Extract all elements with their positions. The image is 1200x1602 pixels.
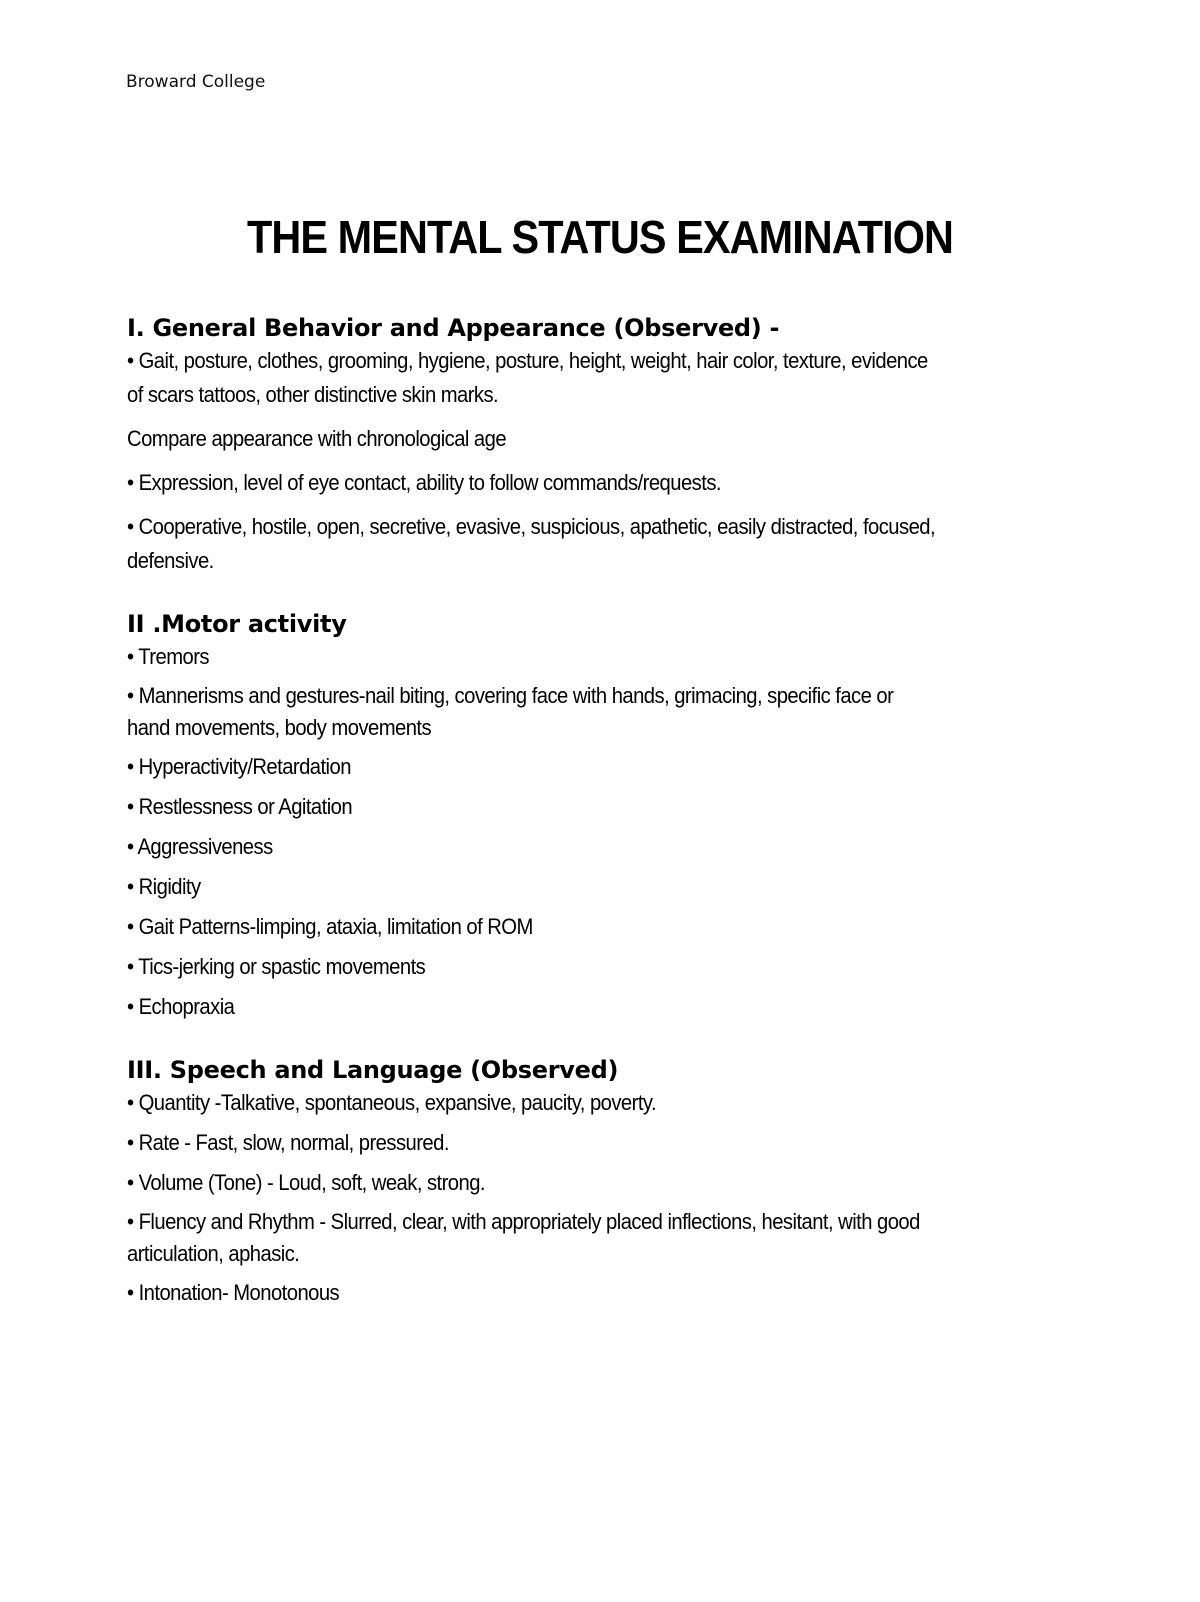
body-line: defensive.	[127, 548, 214, 573]
bullet-item: • Hyperactivity/Retardation	[127, 754, 351, 779]
bullet-item: • Rigidity	[127, 874, 201, 899]
body-line: Compare appearance with chronological age	[127, 426, 507, 451]
bullet-item: • Quantity -Talkative, spontaneous, expansive, paucity, poverty.	[127, 1090, 657, 1115]
bullet-item: • Cooperative, hostile, open, secretive, evasive, suspicious, apathetic, easily distracted, focused,	[127, 514, 936, 539]
bullet-item: • Aggressiveness	[127, 834, 273, 859]
bullet-item: • Gait Patterns-limping, ataxia, limitation of ROM	[127, 914, 533, 939]
bullet-item: • Rate - Fast, slow, normal, pressured.	[127, 1130, 449, 1155]
section-heading: I. General Behavior and Appearance (Observed) -	[127, 314, 780, 342]
bullet-item: • Tremors	[127, 644, 209, 669]
bullet-item: • Mannerisms and gestures-nail biting, covering face with hands, grimacing, specific face or	[127, 683, 894, 708]
section-general-behavior	[127, 312, 1087, 578]
bullet-item: • Expression, level of eye contact, ability to follow commands/requests.	[127, 470, 721, 495]
bullet-item: • Echopraxia	[127, 994, 235, 1019]
body-line: of scars tattoos, other distinctive skin marks.	[127, 382, 499, 407]
bullet-item: • Tics-jerking or spastic movements	[127, 954, 426, 979]
body-line: • Gait, posture, clothes, grooming, hygiene, posture, height, weight, hair color, texture, evidence	[127, 348, 928, 373]
page-title: THE MENTAL STATUS EXAMINATION	[246, 211, 954, 263]
header-org: Broward College	[126, 72, 266, 92]
body-line: hand movements, body movements	[127, 715, 432, 740]
body-line: articulation, aphasic.	[127, 1241, 300, 1266]
section-heading: III. Speech and Language (Observed)	[127, 1056, 619, 1084]
document-body	[127, 312, 1087, 1310]
section-speech-language	[127, 1054, 1087, 1310]
bullet-item: • Intonation- Monotonous	[127, 1280, 340, 1305]
section-motor-activity	[127, 608, 1087, 1024]
section-heading: II .Motor activity	[127, 610, 347, 638]
bullet-item: • Volume (Tone) - Loud, soft, weak, strong.	[127, 1170, 485, 1195]
bullet-item: • Fluency and Rhythm - Slurred, clear, with appropriately placed inflections, hesitant, with good	[127, 1209, 920, 1234]
bullet-item: • Restlessness or Agitation	[127, 794, 353, 819]
